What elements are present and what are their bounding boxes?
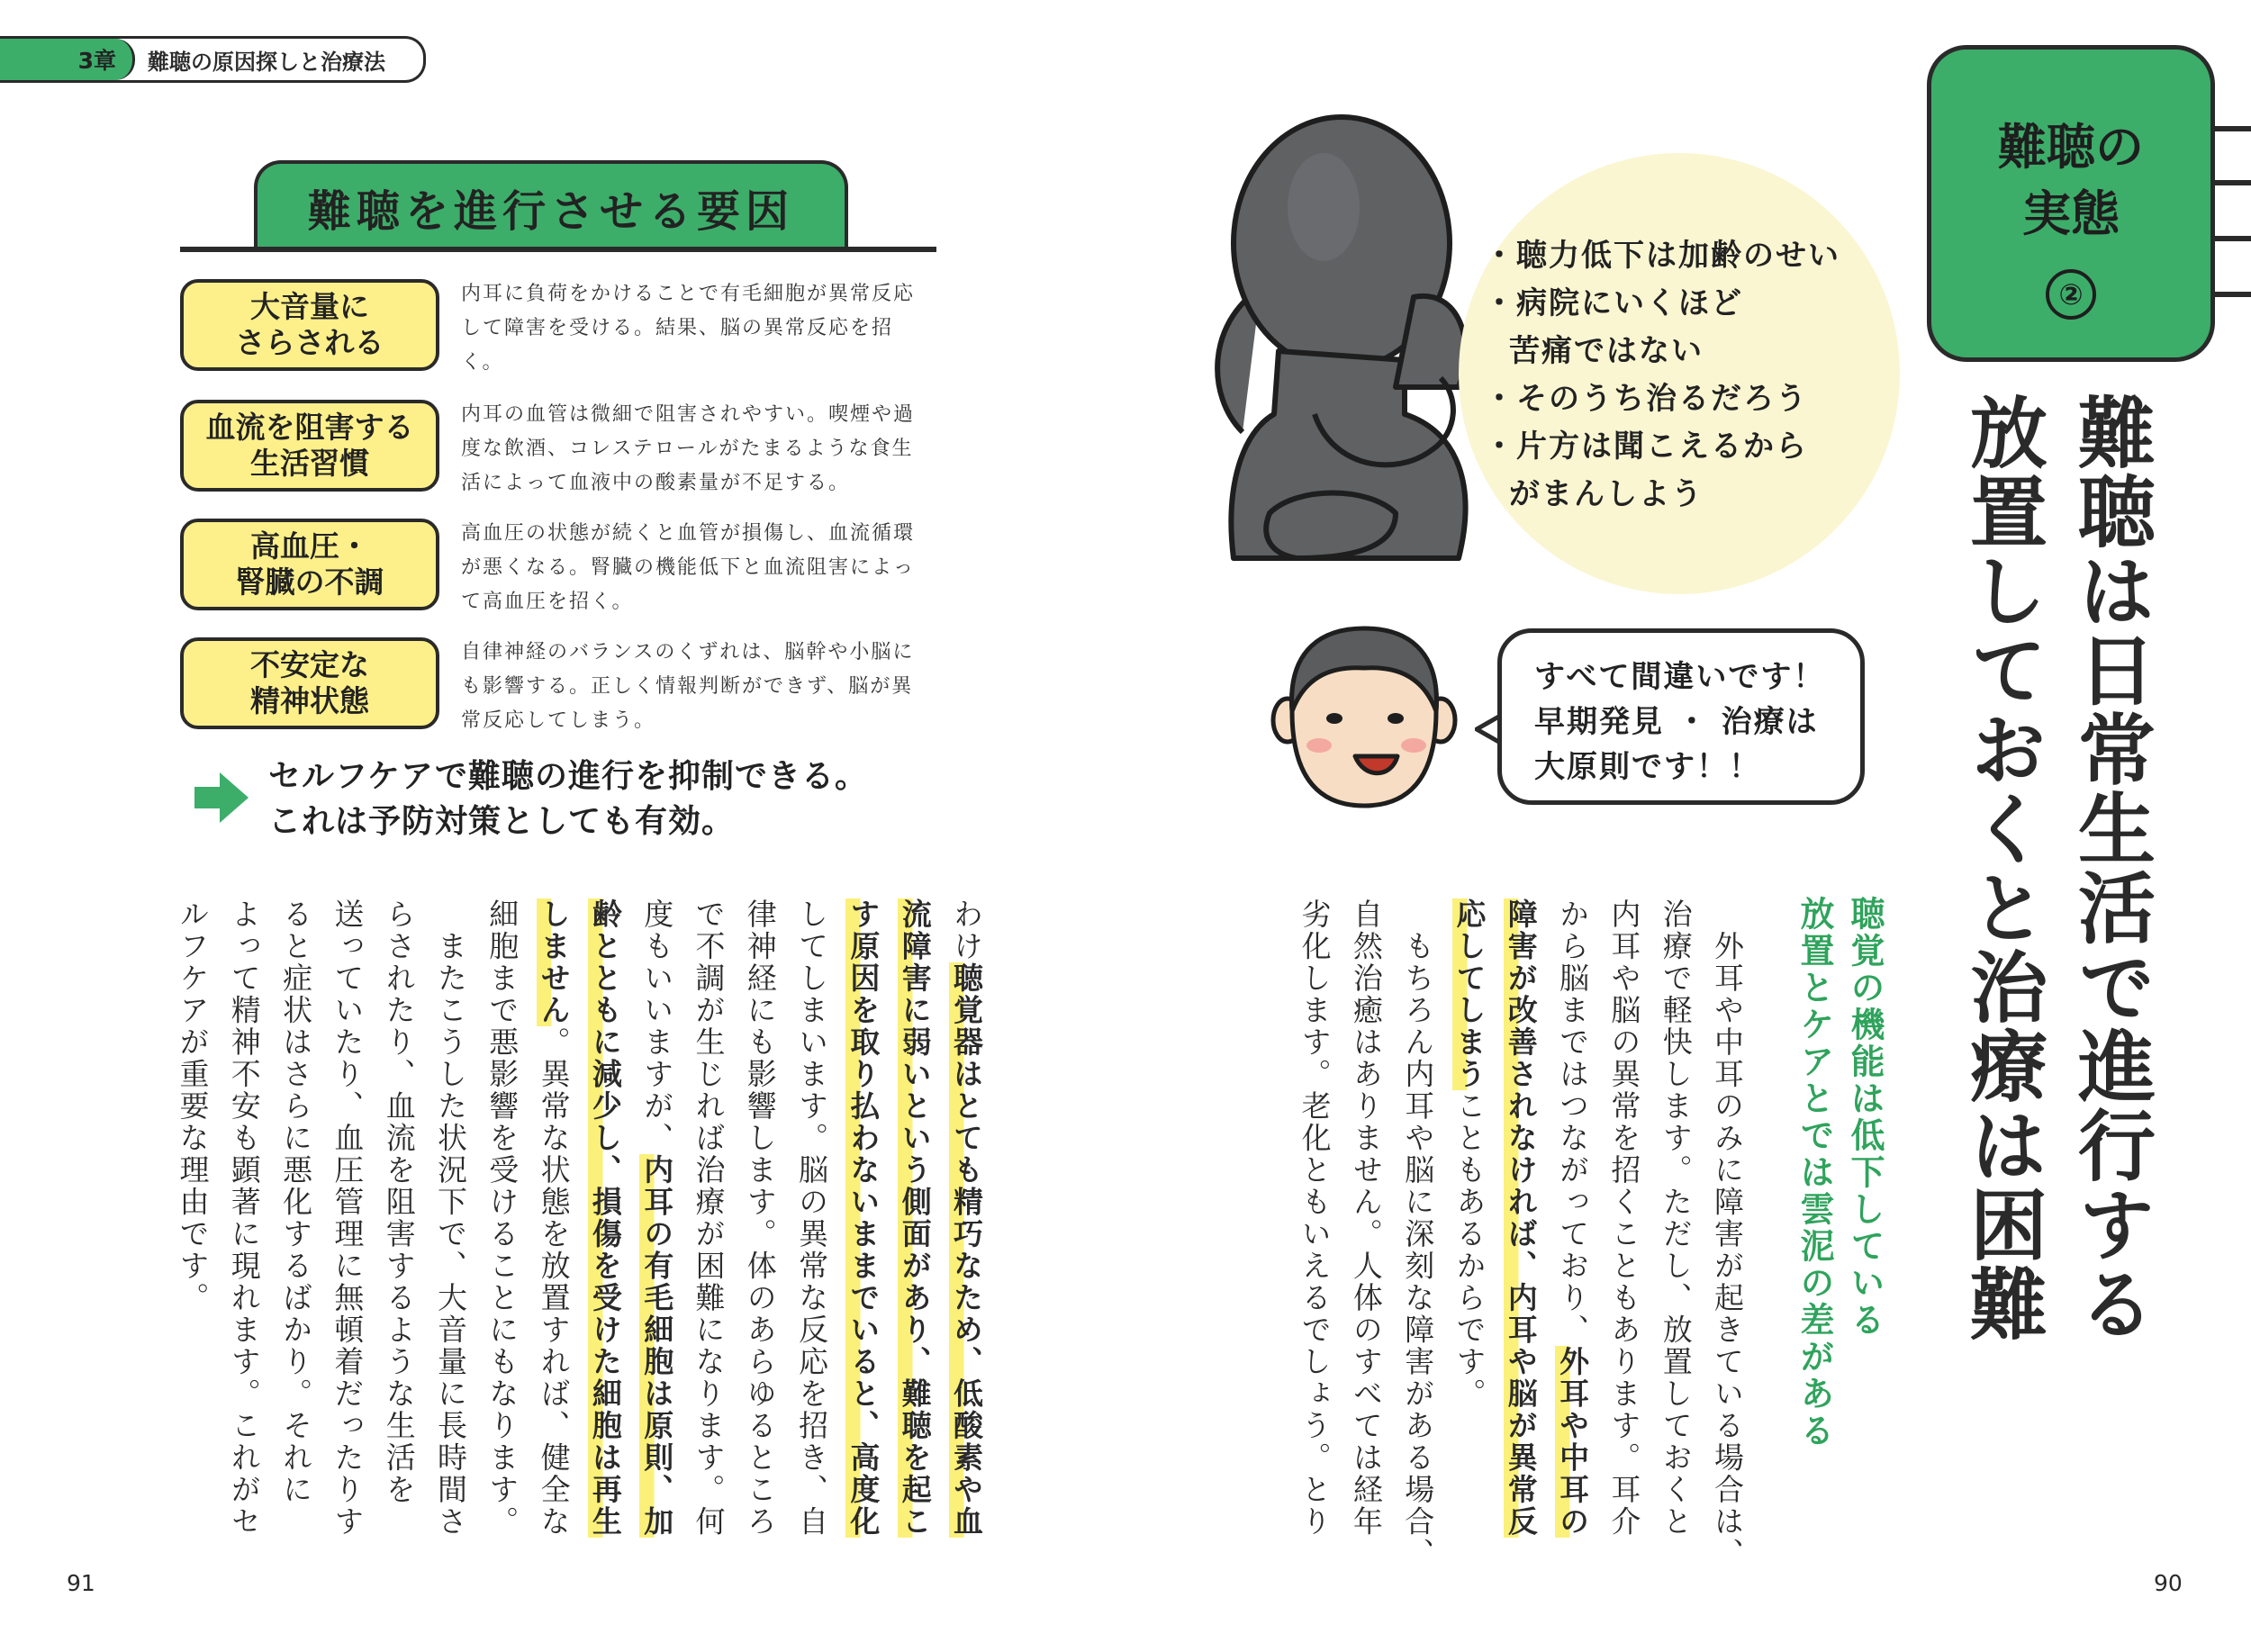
body-text-column xyxy=(580,898,631,1538)
body-text-segment: 自然治癒はありません。人体のすべては経年 xyxy=(1348,898,1384,1538)
body-text-column xyxy=(837,898,889,1538)
factor-label: 高血圧・ 腎臓の不調 xyxy=(180,519,439,610)
subtitle-line-2: 放置とケアとでは雲泥の差がある xyxy=(1794,896,1834,1449)
factor-label: 血流を阻害する 生活習慣 xyxy=(180,400,439,492)
highlighted-text: しません xyxy=(536,898,572,1026)
body-text-segment: 治療で軽快します。ただし、放置しておくと xyxy=(1658,898,1694,1538)
body-text-column xyxy=(1444,898,1496,1410)
factor-description: 内耳の血管は微細で阻害されやすい。喫煙や過度な飲酒、コレステロールがたまるような食生活によって血液中の酸素量が不足する。 xyxy=(461,403,916,494)
main-title-line-2: 放置しておくと治療は困難 xyxy=(1957,393,2047,1343)
body-text-segment: もちろん内耳や脳に深刻な障害がある場合、 xyxy=(1400,898,1436,1570)
body-text-segment: 度もいいますが、 xyxy=(639,898,675,1154)
body-text-segment: わけ xyxy=(949,898,984,962)
body-text-column xyxy=(167,898,219,1314)
body-text-column xyxy=(1496,898,1547,1538)
myth-item: ・聴力低下は加齢のせい xyxy=(1484,238,1840,274)
body-text-column xyxy=(890,898,941,1538)
heading-underline xyxy=(180,247,936,252)
highlighted-text: す原因を取り払わないままでいると、高度化 xyxy=(845,898,881,1538)
body-text-column xyxy=(1702,898,1753,1570)
myth-item: ・病院にいくほど xyxy=(1484,285,1743,321)
factor-description: 高血圧の状態が続くと血管が損傷し、血流循環が悪くなる。腎臓の機能低下と血流阻害によって高血圧を招く。 xyxy=(461,522,916,613)
body-text-segment: 内耳や脳の異常を招くこともあります。耳介 xyxy=(1606,898,1642,1538)
highlighted-text: 内耳の有毛細胞は原則、加 xyxy=(639,1154,675,1538)
tab-tick xyxy=(2215,292,2251,297)
body-text-segment: 律神経にも影響します。体のあらゆるところ xyxy=(742,898,778,1538)
body-text-column xyxy=(374,898,425,1506)
body-text-segment: こともあるからです。 xyxy=(1451,1090,1487,1410)
highlighted-text: 応してしまう xyxy=(1451,898,1487,1090)
body-text-column xyxy=(1392,898,1443,1570)
body-text-segment: らされたり、血流を阻害するような生活を xyxy=(381,898,417,1506)
highlighted-text: 流障害に弱いという側面があり、難聴を起こ xyxy=(897,898,933,1538)
tab-tick xyxy=(2215,180,2251,185)
body-text-column xyxy=(631,898,683,1538)
body-text-segment: 送っていたり、血圧管理に無頓着だったりす xyxy=(330,898,366,1538)
body-text-segment: 外耳や中耳のみに障害が起きている場合は、 xyxy=(1710,898,1745,1570)
section-tab xyxy=(1927,45,2215,362)
highlighted-text: 聴覚器はとても精巧なため、低酸素や血 xyxy=(949,962,984,1538)
body-text-column xyxy=(321,898,373,1538)
chapter-number: 3章 xyxy=(0,39,135,80)
myth-item: 苦痛ではない xyxy=(1509,333,1704,369)
subtitle-line-1: 聴覚の機能は低下している xyxy=(1845,896,1885,1339)
section-number-badge: ② xyxy=(2046,269,2096,320)
body-text-segment: 劣化します。老化ともいえるでしょう。とり xyxy=(1297,898,1333,1538)
body-text-segment: 細胞まで悪影響を受けることにもなります。 xyxy=(484,898,520,1538)
body-text-column xyxy=(1650,898,1702,1538)
factor-description: 自律神経のバランスのくずれは、脳幹や小脳にも影響する。正しく情報判断ができず、脳が異常反応してしまう。 xyxy=(461,641,915,732)
body-text-segment: で不調が生じれば治療が困難になります。何 xyxy=(691,898,727,1538)
page-number-left: 91 xyxy=(67,1570,95,1596)
answer-speech-bubble: すべて間違いです！ 早期発見 ・ 治療は 大原則です！！ xyxy=(1497,628,1865,805)
body-text-column xyxy=(1547,898,1598,1538)
body-text-column xyxy=(1598,898,1650,1538)
chapter-title: 難聴の原因探しと治療法 xyxy=(148,49,385,75)
chapter-tab xyxy=(0,36,426,83)
body-text-segment: またこうした状況下で、大音量に長時間さ xyxy=(433,898,468,1538)
body-text-segment: から脳まではつながっており、 xyxy=(1555,898,1591,1346)
doctor-face-illustration xyxy=(1270,612,1459,819)
body-text-column xyxy=(219,898,270,1538)
body-text-column xyxy=(941,898,992,1538)
conclusion-text: セルフケアで難聴の進行を抑制できる。 これは予防対策としても有効。 xyxy=(268,758,869,840)
highlighted-text: 齢とともに減少し、損傷を受けた細胞は再生 xyxy=(587,898,623,1538)
factor-label: 不安定な 精神状態 xyxy=(180,637,439,729)
tab-tick xyxy=(2215,236,2251,241)
factor-description: 内耳に負荷をかけることで有毛細胞が異常反応して障害を受ける。結果、脳の異常反応を招く。 xyxy=(461,283,916,374)
tab-tick xyxy=(2215,126,2251,131)
factors-heading: 難聴を進行させる要因 xyxy=(254,160,848,250)
body-text-column xyxy=(786,898,837,1538)
body-text-column xyxy=(683,898,735,1538)
section-tab-title: 難聴の 実態 xyxy=(1998,119,2144,242)
page-number-right: 90 xyxy=(2154,1570,2183,1596)
myth-item: ・片方は聞こえるから xyxy=(1484,429,1808,465)
body-text-column xyxy=(476,898,528,1538)
body-text-column xyxy=(1289,898,1341,1538)
body-text-segment: 。異常な状態を放置すれば、健全な xyxy=(536,1026,572,1538)
myth-item: がまんしよう xyxy=(1509,476,1704,512)
body-text-segment: ルフケアが重要な理由です。 xyxy=(175,898,211,1314)
body-text-column xyxy=(425,898,476,1538)
highlighted-text: 外耳や中耳の xyxy=(1555,1346,1591,1538)
arrow-right-icon xyxy=(194,772,249,823)
myth-item: ・そのうち治るだろう xyxy=(1484,381,1808,417)
body-text-column xyxy=(529,898,580,1538)
body-text-column xyxy=(270,898,321,1506)
factor-label: 大音量に さらされる xyxy=(180,279,439,371)
myth-list xyxy=(1484,232,1840,519)
body-text-segment: してしまいます。脳の異常な反応を招き、自 xyxy=(794,898,830,1538)
body-text-column xyxy=(1341,898,1392,1538)
body-text-column xyxy=(735,898,786,1538)
main-title-line-1: 難聴は日常生活で進行する xyxy=(2065,393,2155,1343)
body-text-segment: よって精神不安も顕著に現れます。これがセ xyxy=(226,898,262,1538)
body-text-segment: ると症状はさらに悪化するばかり。それに xyxy=(278,898,314,1506)
highlighted-text: 障害が改善されなければ、内耳や脳が異常反 xyxy=(1503,898,1539,1538)
